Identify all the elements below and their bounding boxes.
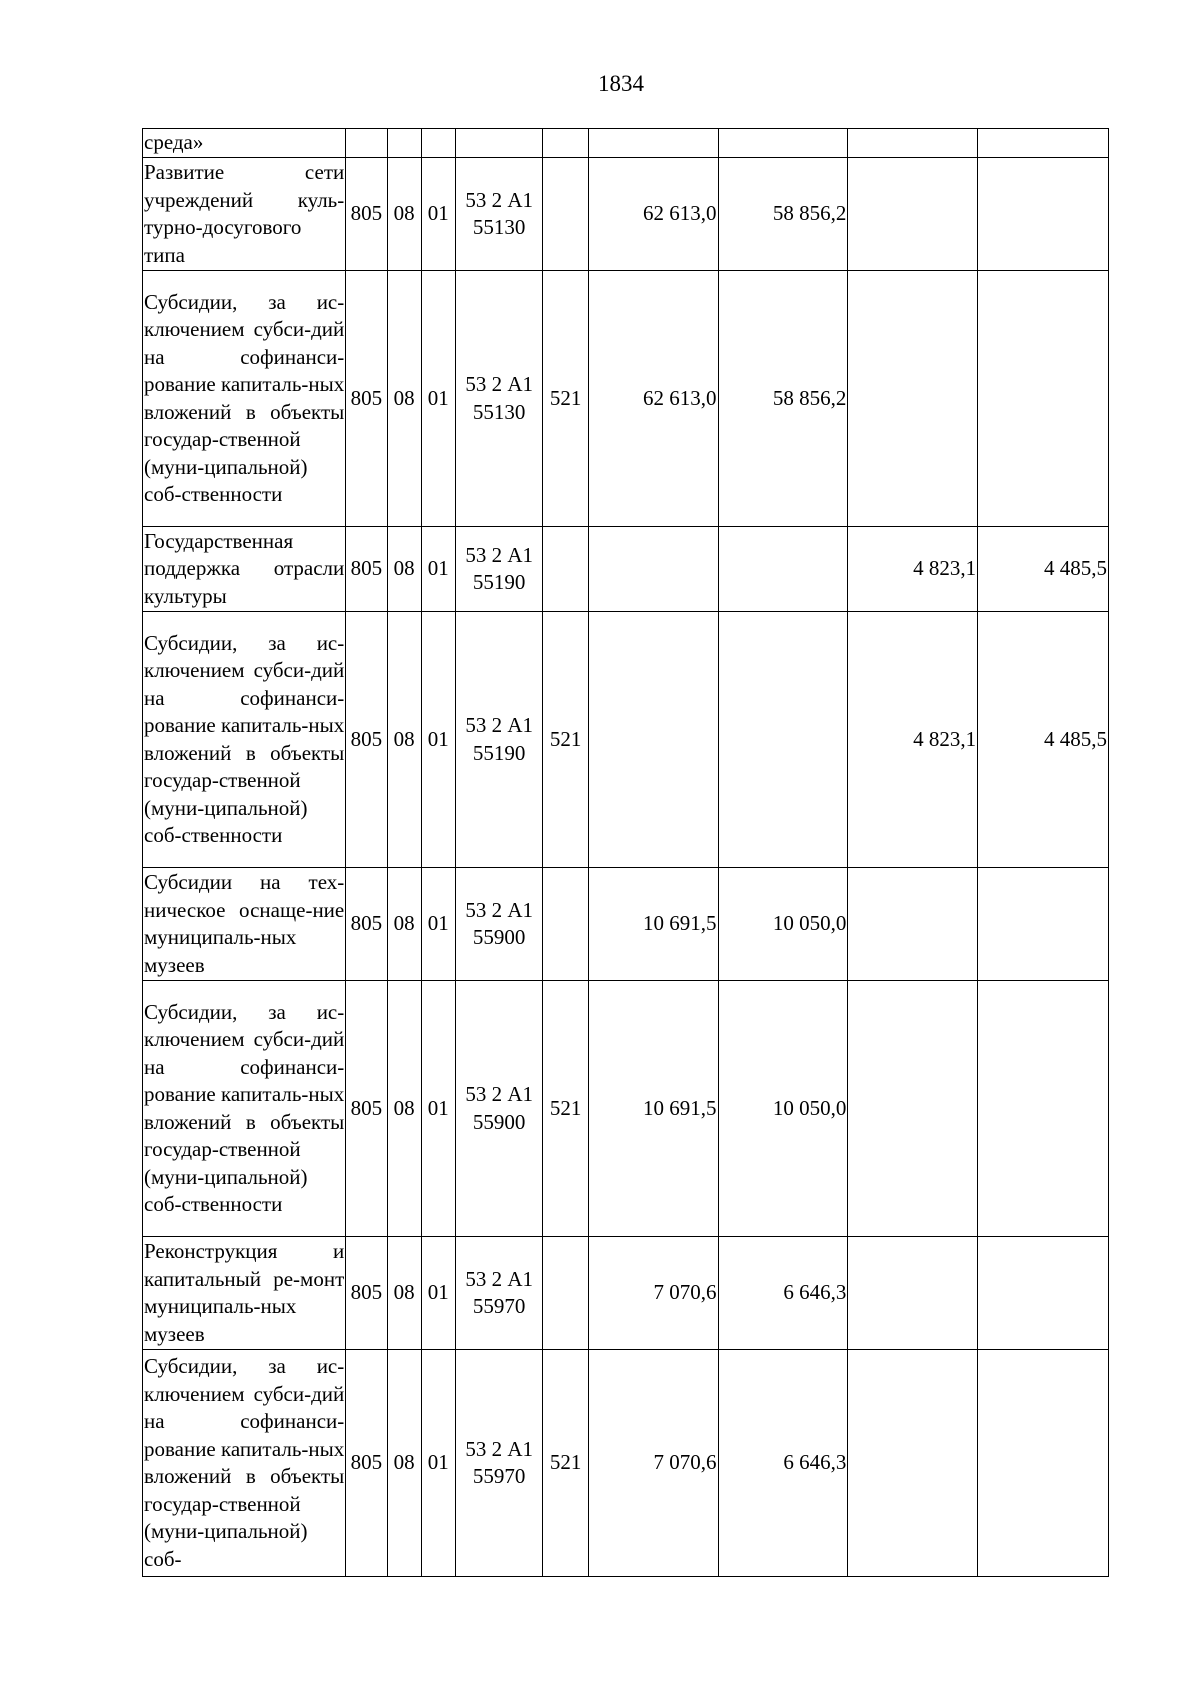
- row-name-cell: Субсидии, за ис-ключением субси-дий на софинанси-рование капиталь-ных вложений в объекты государ-ственной (муни-ципальной) соб-ственности: [143, 271, 346, 527]
- amount-cell-1: 7 070,6: [588, 1237, 718, 1350]
- amount-cell-3: [848, 158, 978, 271]
- section-code-cell: 08: [387, 527, 421, 612]
- table-row: [143, 158, 1109, 271]
- section-code-cell: [387, 129, 421, 158]
- section-code-cell: 08: [387, 1350, 421, 1577]
- amount-cell-1: [588, 612, 718, 868]
- table-row: [143, 981, 1109, 1237]
- amount-cell-2: [718, 527, 848, 612]
- ministry-code-cell: 805: [346, 868, 387, 981]
- subsection-code-cell: 01: [421, 1350, 455, 1577]
- target-article-cell: 53 2 А1 55900: [455, 981, 543, 1237]
- ministry-code-cell: 805: [346, 527, 387, 612]
- section-code-cell: 08: [387, 271, 421, 527]
- amount-cell-2: 58 856,2: [718, 158, 848, 271]
- amount-cell-1: [588, 129, 718, 158]
- amount-cell-1: 7 070,6: [588, 1350, 718, 1577]
- ministry-code-cell: 805: [346, 1350, 387, 1577]
- expense-type-cell: 521: [543, 981, 588, 1237]
- amount-cell-1: 10 691,5: [588, 981, 718, 1237]
- expense-type-cell: [543, 1237, 588, 1350]
- target-article-cell: [455, 129, 543, 158]
- subsection-code-cell: 01: [421, 527, 455, 612]
- ministry-code-cell: 805: [346, 271, 387, 527]
- ministry-code-cell: 805: [346, 612, 387, 868]
- row-name-cell: Субсидии, за ис-ключением субси-дий на софинанси-рование капиталь-ных вложений в объекты государ-ственной (муни-ципальной) соб-: [143, 1350, 346, 1577]
- amount-cell-2: [718, 129, 848, 158]
- amount-cell-1: 62 613,0: [588, 271, 718, 527]
- amount-cell-3: 4 823,1: [848, 612, 978, 868]
- section-code-cell: 08: [387, 981, 421, 1237]
- amount-cell-4: 4 485,5: [978, 527, 1109, 612]
- amount-cell-4: [978, 158, 1109, 271]
- ministry-code-cell: 805: [346, 158, 387, 271]
- amount-cell-4: [978, 1237, 1109, 1350]
- table-body: [143, 129, 1109, 1577]
- target-article-cell: 53 2 А1 55190: [455, 527, 543, 612]
- expense-type-cell: [543, 129, 588, 158]
- row-name-cell: среда»: [143, 129, 346, 158]
- amount-cell-2: 10 050,0: [718, 868, 848, 981]
- ministry-code-cell: 805: [346, 1237, 387, 1350]
- subsection-code-cell: 01: [421, 612, 455, 868]
- amount-cell-3: 4 823,1: [848, 527, 978, 612]
- row-name-cell: Реконструкция и капитальный ре-монт муниципаль-ных музеев: [143, 1237, 346, 1350]
- section-code-cell: 08: [387, 612, 421, 868]
- table-row: [143, 612, 1109, 868]
- table-row: [143, 868, 1109, 981]
- row-name-cell: Субсидии, за ис-ключением субси-дий на софинанси-рование капиталь-ных вложений в объекты государ-ственной (муни-ципальной) соб-ственности: [143, 981, 346, 1237]
- ministry-code-cell: 805: [346, 981, 387, 1237]
- expense-type-cell: [543, 868, 588, 981]
- row-name-cell: Государственная поддержка отрасли культуры: [143, 527, 346, 612]
- table-row: [143, 1237, 1109, 1350]
- subsection-code-cell: 01: [421, 1237, 455, 1350]
- subsection-code-cell: 01: [421, 868, 455, 981]
- subsection-code-cell: 01: [421, 158, 455, 271]
- subsection-code-cell: 01: [421, 271, 455, 527]
- page-number: 1834: [598, 71, 644, 96]
- amount-cell-1: [588, 527, 718, 612]
- target-article-cell: 53 2 А1 55190: [455, 612, 543, 868]
- target-article-cell: 53 2 А1 55130: [455, 158, 543, 271]
- section-code-cell: 08: [387, 1237, 421, 1350]
- table-row: [143, 1350, 1109, 1577]
- amount-cell-4: [978, 868, 1109, 981]
- expense-type-cell: 521: [543, 271, 588, 527]
- amount-cell-2: 6 646,3: [718, 1237, 848, 1350]
- amount-cell-3: [848, 868, 978, 981]
- amount-cell-4: 4 485,5: [978, 612, 1109, 868]
- table-row: [143, 129, 1109, 158]
- expense-type-cell: [543, 527, 588, 612]
- target-article-cell: 53 2 А1 55900: [455, 868, 543, 981]
- amount-cell-4: [978, 129, 1109, 158]
- section-code-cell: 08: [387, 868, 421, 981]
- target-article-cell: 53 2 А1 55970: [455, 1237, 543, 1350]
- amount-cell-2: [718, 612, 848, 868]
- target-article-cell: 53 2 А1 55130: [455, 271, 543, 527]
- amount-cell-3: [848, 271, 978, 527]
- expense-type-cell: [543, 158, 588, 271]
- table-row: [143, 271, 1109, 527]
- budget-table: [142, 128, 1109, 1577]
- amount-cell-4: [978, 271, 1109, 527]
- amount-cell-3: [848, 981, 978, 1237]
- row-name-cell: Развитие сети учреждений куль-турно-досугового типа: [143, 158, 346, 271]
- amount-cell-3: [848, 129, 978, 158]
- amount-cell-2: 6 646,3: [718, 1350, 848, 1577]
- amount-cell-4: [978, 981, 1109, 1237]
- expense-type-cell: 521: [543, 1350, 588, 1577]
- row-name-cell: Субсидии на тех-ническое оснаще-ние муниципаль-ных музеев: [143, 868, 346, 981]
- amount-cell-3: [848, 1237, 978, 1350]
- target-article-cell: 53 2 А1 55970: [455, 1350, 543, 1577]
- amount-cell-2: 10 050,0: [718, 981, 848, 1237]
- section-code-cell: 08: [387, 158, 421, 271]
- subsection-code-cell: [421, 129, 455, 158]
- amount-cell-1: 10 691,5: [588, 868, 718, 981]
- amount-cell-1: 62 613,0: [588, 158, 718, 271]
- amount-cell-4: [978, 1350, 1109, 1577]
- expense-type-cell: 521: [543, 612, 588, 868]
- row-name-cell: Субсидии, за ис-ключением субси-дий на софинанси-рование капиталь-ных вложений в объекты государ-ственной (муни-ципальной) соб-ственности: [143, 612, 346, 868]
- subsection-code-cell: 01: [421, 981, 455, 1237]
- amount-cell-2: 58 856,2: [718, 271, 848, 527]
- amount-cell-3: [848, 1350, 978, 1577]
- ministry-code-cell: [346, 129, 387, 158]
- table-row: [143, 527, 1109, 612]
